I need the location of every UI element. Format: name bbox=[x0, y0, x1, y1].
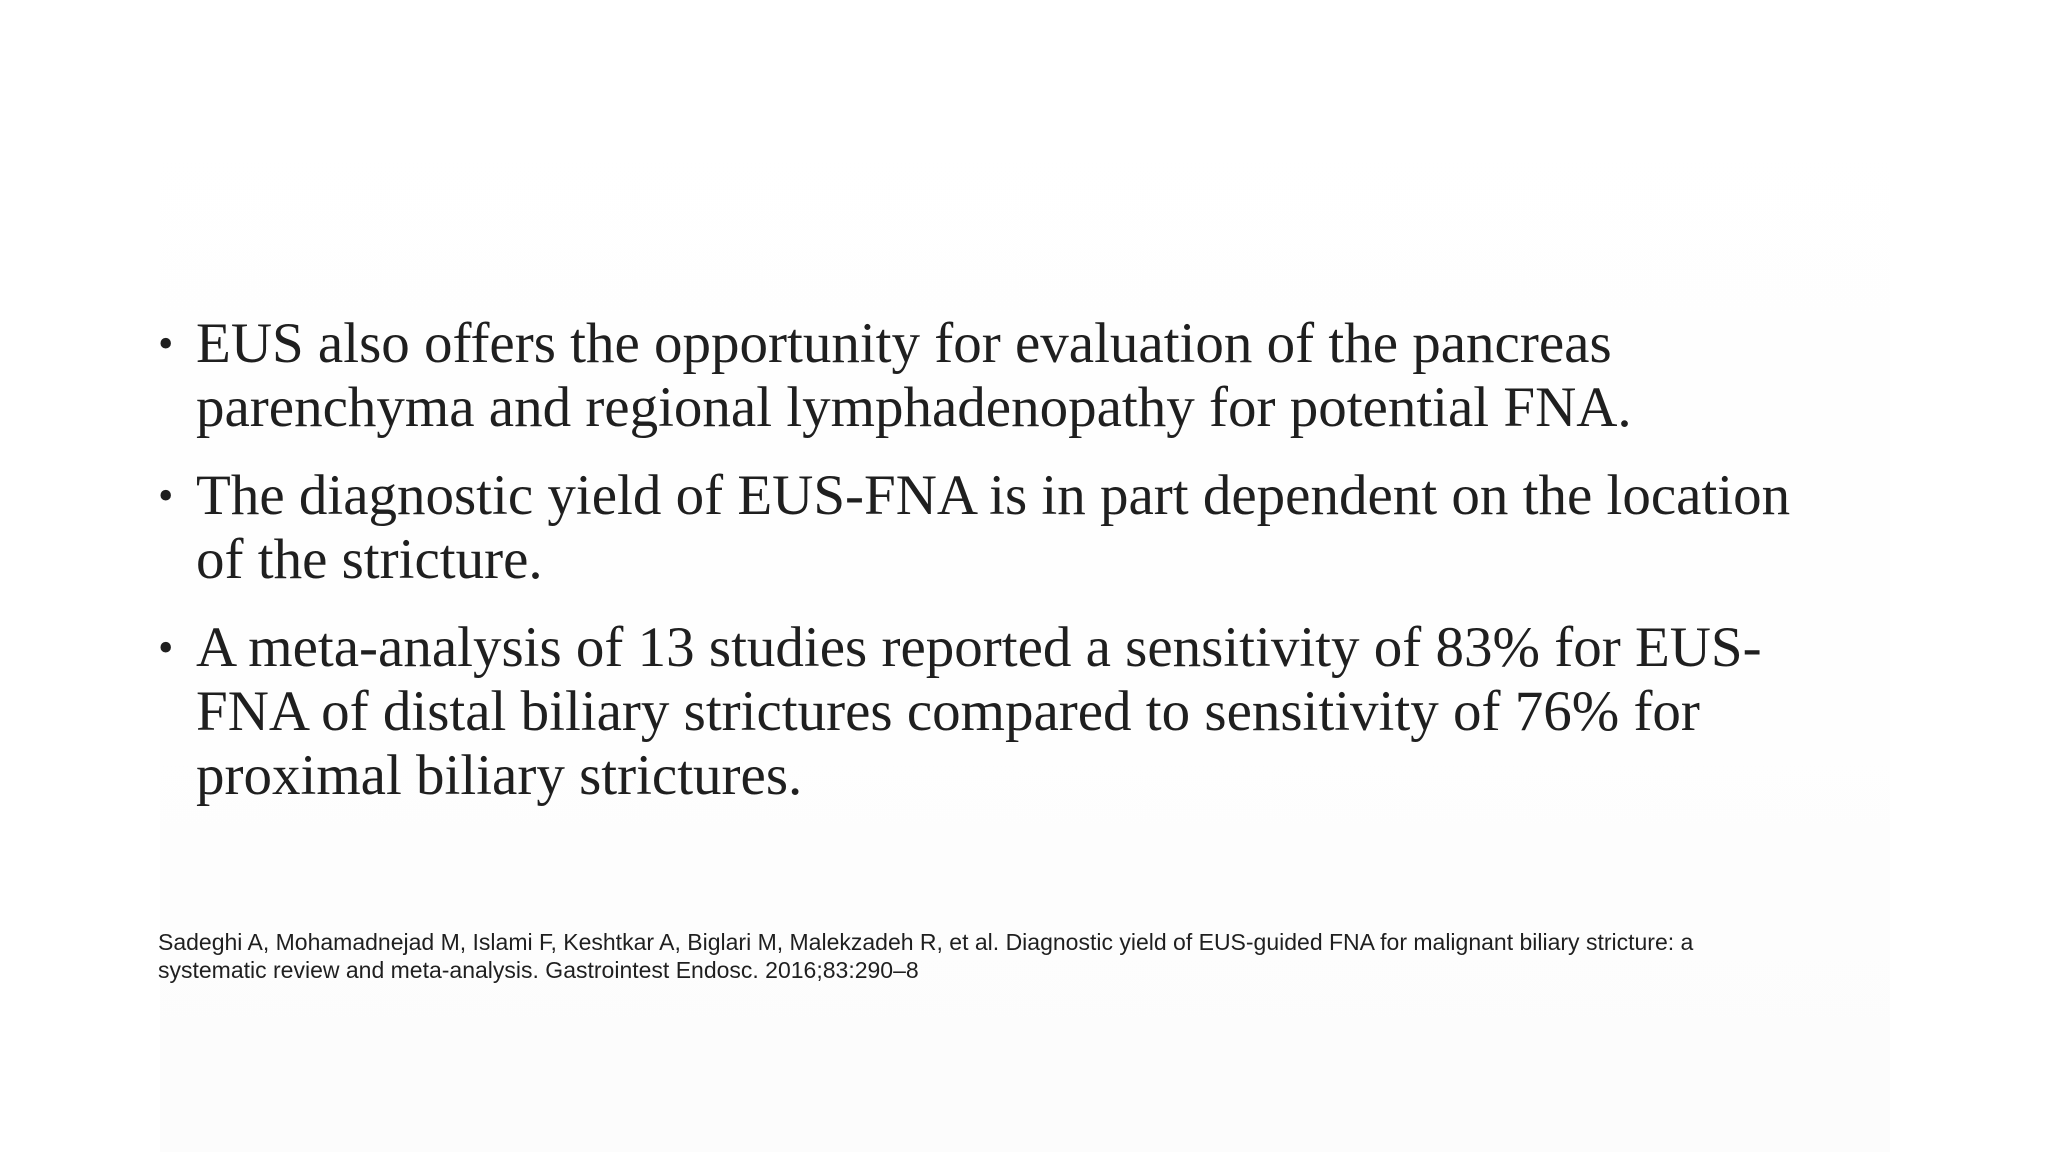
bullet-marker: • bbox=[158, 471, 174, 520]
bullet-text-line: FNA of distal biliary strictures compared to sensitivity of 76% for bbox=[196, 680, 1700, 743]
bullet-list bbox=[158, 312, 1918, 832]
bullet-text-line: EUS also offers the opportunity for evaluation of the pancreas bbox=[196, 312, 1612, 375]
bullet-item-diagnostic-yield bbox=[158, 464, 1918, 592]
bullet-text-line: parenchyma and regional lymphadenopathy for potential FNA. bbox=[196, 376, 1632, 439]
bullet-text-line: proximal biliary strictures. bbox=[196, 744, 803, 807]
reference-line: systematic review and meta-analysis. Gastrointest Endosc. 2016;83:290–8 bbox=[158, 957, 919, 983]
reference-citation bbox=[158, 928, 1898, 984]
bullet-item-eus-opportunity bbox=[158, 312, 1918, 440]
bullet-marker: • bbox=[158, 319, 174, 368]
bullet-marker: • bbox=[158, 623, 174, 672]
bullet-text-line: of the stricture. bbox=[196, 528, 543, 591]
bullet-text-line: A meta-analysis of 13 studies reported a sensitivity of 83% for EUS- bbox=[196, 616, 1762, 679]
bullet-item-meta-analysis bbox=[158, 616, 1918, 808]
bullet-text-line: The diagnostic yield of EUS-FNA is in part dependent on the location bbox=[196, 464, 1791, 527]
reference-line: Sadeghi A, Mohamadnejad M, Islami F, Keshtkar A, Biglari M, Malekzadeh R, et al. Diagnostic yield of EUS-guided FNA for malignant biliary stricture: a bbox=[158, 929, 1694, 955]
